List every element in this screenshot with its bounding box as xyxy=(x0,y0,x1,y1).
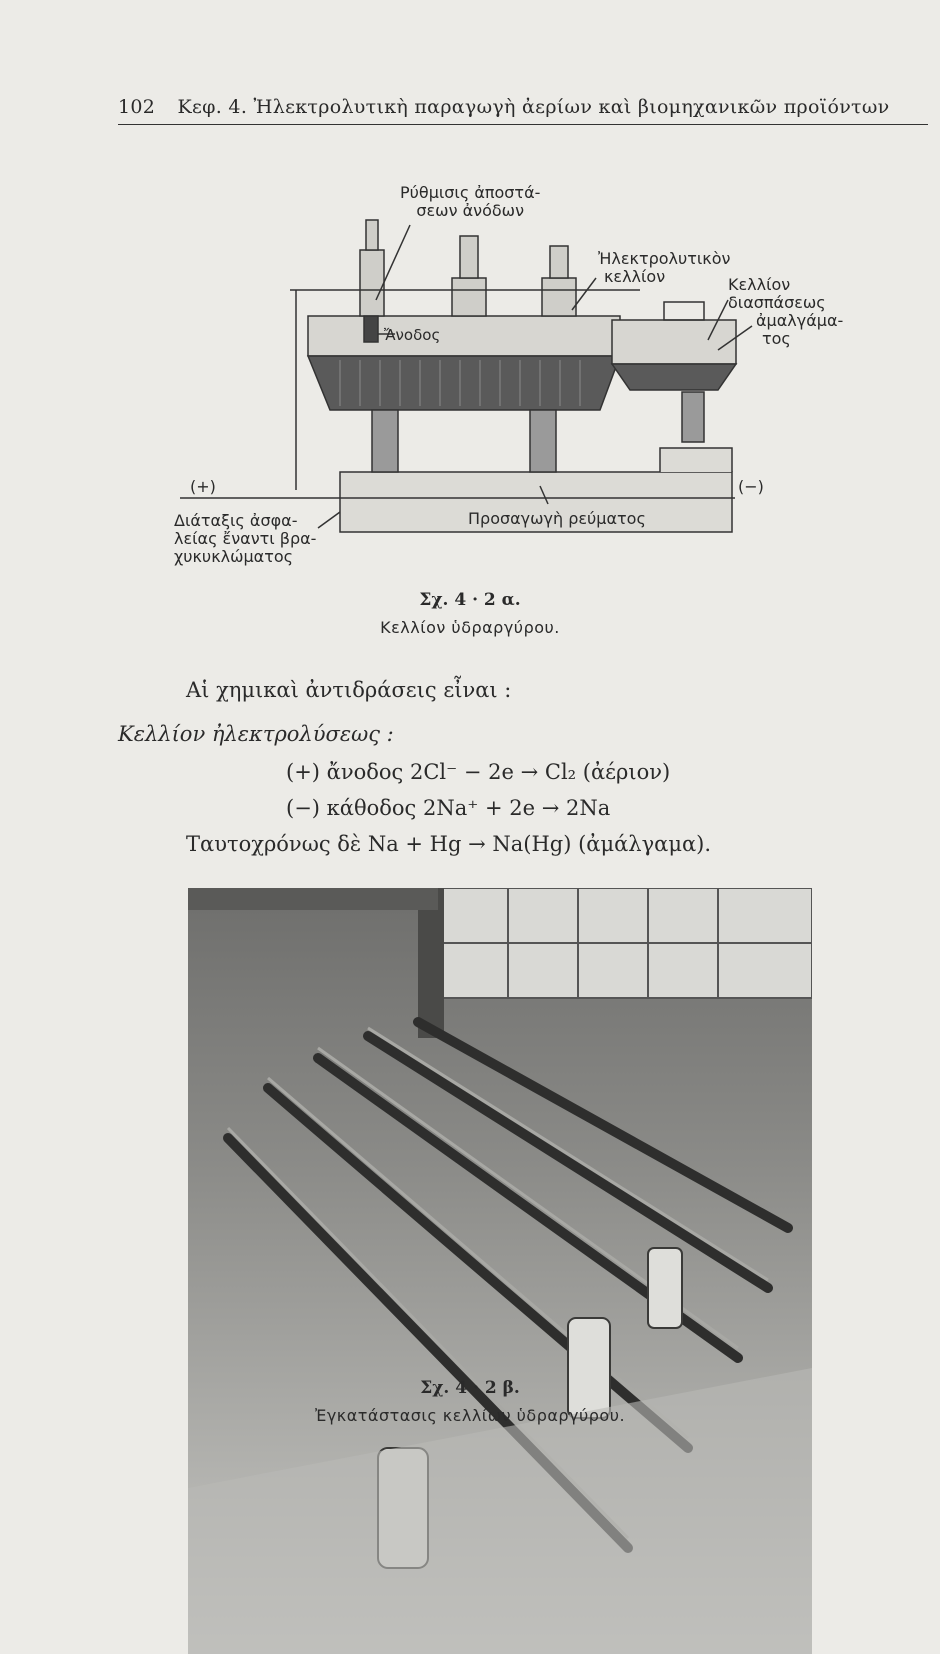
figure-b-caption-number: Σχ. 4 · 2 β. xyxy=(420,1378,520,1398)
label-anode-adjustment: Ρύθμισις ἀποστά- σεων ἀνόδων xyxy=(400,183,541,220)
equation-anode: (+) ἄνοδος 2Cl⁻ − 2e → Cl₂ (ἀέριον) xyxy=(286,760,671,784)
equation-cathode: (−) κάθοδος 2Na⁺ + 2e → 2Na xyxy=(286,796,611,820)
equation-amalgam: Ταυτοχρόνως δὲ Na + Hg → Na(Hg) (ἀμάλγαμα). xyxy=(186,832,712,856)
page-number: 102 xyxy=(118,96,156,118)
installation-photo-image xyxy=(188,888,812,1654)
subheading-electrolysis-cell: Κελλίον ἠλεκτρολύσεως : xyxy=(118,722,394,746)
figure-b-caption-text: Ἐγκατάστασις κελλίων ὑδραργύρου. xyxy=(314,1406,626,1425)
label-anode: Ἄνοδος xyxy=(384,326,441,344)
label-decomposition-cell: Κελλίον διασπάσεως ἀμαλγάμα- τος xyxy=(728,275,844,348)
label-electrolytic-cell: Ἠλεκτρολυτικὸν κελλίον xyxy=(598,249,731,286)
label-plus-terminal: (+) xyxy=(190,477,216,496)
figure-a-caption-number: Σχ. 4 · 2 α. xyxy=(419,590,521,610)
running-title: Κεφ. 4. Ἠλεκτρολυτικὴ παραγωγὴ ἀερίων καὶ βιομηχανικῶν προϊόντων xyxy=(177,96,890,118)
label-minus-terminal: (−) xyxy=(738,477,764,496)
figure-a-caption-text: Κελλίον ὑδραργύρου. xyxy=(380,618,560,637)
label-current-supply: Προσαγωγὴ ρεύματος xyxy=(468,509,646,528)
reactions-intro: Αἱ χημικαὶ ἀντιδράσεις εἶναι : xyxy=(186,678,512,702)
label-short-circuit-protection: Διάταξις ἀσφα- λείας ἔναντι βρα- χυκυκλώματος xyxy=(174,511,317,566)
